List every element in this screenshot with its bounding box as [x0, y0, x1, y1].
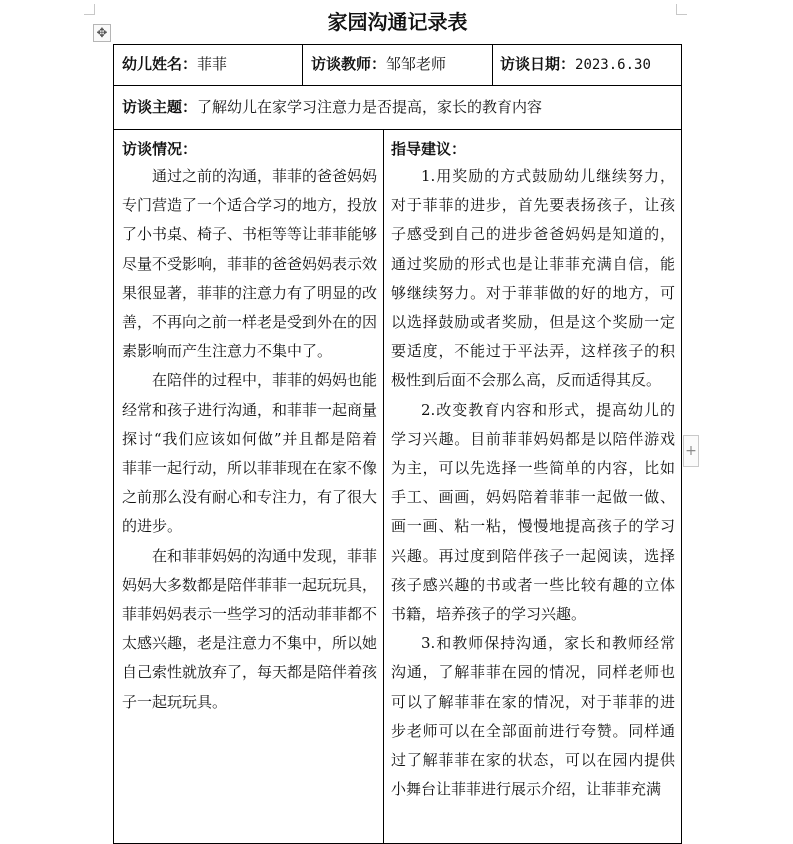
- advice-paragraph: 3.和教师保持沟通，家长和教师经常沟通，了解菲菲在园的情况，同样老师也可以了解菲菲在家的情况，对于菲菲的进步老师可以在全部面前进行夸赞。同样通过了解菲菲在家的状态，可以在园内提供小舞台让菲菲进行展示介绍，让菲菲充满: [391, 634, 675, 799]
- teacher-value: 邹邹老师: [386, 55, 447, 73]
- child-name-label: 幼儿姓名：: [122, 55, 198, 73]
- date-value: 2023.6.30: [575, 57, 651, 73]
- topic-value: 了解幼儿在家学习注意力是否提高，家长的教育内容: [197, 98, 543, 116]
- row-divider: [114, 129, 681, 130]
- topic-label: 访谈主题：: [122, 98, 198, 116]
- advice-heading: 指导建议：: [391, 140, 467, 158]
- page-corner-mark-left: [84, 4, 95, 15]
- situation-paragraph: 在和菲菲妈妈的沟通中发现，菲菲妈妈大多数都是陪伴菲菲一起玩玩具，菲菲妈妈表示一些学习的活动菲菲都不太感兴趣，老是注意力不集中，所以她自己索性就放弃了，每天都是陪伴着孩子一起玩玩具。: [122, 546, 378, 711]
- advice-column[interactable]: [391, 136, 675, 804]
- child-name-value: 菲菲: [197, 55, 228, 73]
- column-divider: [492, 45, 493, 85]
- situation-column[interactable]: [122, 136, 377, 717]
- situation-heading: 访谈情况：: [122, 140, 198, 158]
- topic-cell[interactable]: [122, 97, 542, 117]
- advice-paragraph: 2.改变教育内容和形式，提高幼儿的学习兴趣。目前菲菲妈妈都是以陪伴游戏为主，可以先选择一些简单的内容，比如手工、画画，妈妈陪着菲菲一起做一做、画一画、粘一粘，慢慢地提高孩子的学习兴趣。再过度到陪伴孩子一起阅读，选择孩子感兴趣的书或者一些比较有趣的立体书籍，培养孩子的学习兴趣。: [391, 400, 675, 624]
- column-divider: [302, 45, 303, 85]
- teacher-label: 访谈教师：: [311, 55, 387, 73]
- situation-paragraph: 通过之前的沟通，菲菲的爸爸妈妈专门营造了一个适合学习的地方，投放了小书桌、椅子、书柜等等让菲菲能够尽量不受影响，菲菲的爸爸妈妈表示效果很显著，菲菲的注意力有了明显的改善，不再向之前一样老是受到外在的因素影响而产生注意力不集中了。: [122, 167, 378, 361]
- row-divider: [114, 85, 681, 86]
- column-divider: [383, 129, 384, 843]
- page-title: 家园沟通记录表: [327, 10, 468, 34]
- date-label: 访谈日期：: [500, 55, 576, 73]
- table-move-handle-icon[interactable]: ✥: [93, 24, 111, 42]
- add-column-icon[interactable]: +: [683, 435, 699, 467]
- child-name-cell[interactable]: [122, 54, 227, 74]
- date-cell[interactable]: [500, 54, 651, 75]
- teacher-cell[interactable]: [311, 54, 446, 74]
- situation-paragraph: 在陪伴的过程中，菲菲的妈妈也能经常和孩子进行沟通，和菲菲一起商量探讨“我们应该如何做”并且都是陪着菲菲一起行动，所以菲菲现在在家不像之前那么没有耐心和专注力，有了很大的进步。: [122, 371, 378, 536]
- record-table: [113, 44, 682, 844]
- advice-paragraph: 1.用奖励的方式鼓励幼儿继续努力，对于菲菲的进步，首先要表扬孩子，让孩子感受到自己的进步爸爸妈妈是知道的，通过奖励的形式也是让菲菲充满自信，能够继续努力。对于菲菲做的好的地方，可以选择鼓励或者奖励，但是这个奖励一定要适度，不能过于平法弄，这样孩子的积极性到后面不会那么高，反而适得其反。: [391, 167, 675, 390]
